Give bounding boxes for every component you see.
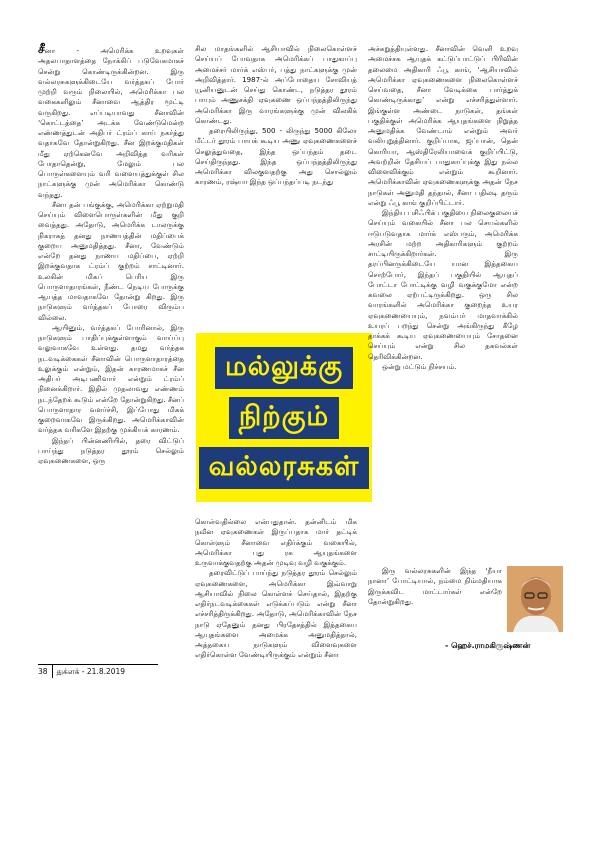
paragraph-7: கொள்வதில்லை என்பதுதான். தன்னிடம் மிக நவீன ஏவுகணைகள் இருப்பதாக மார் தட்டிக் கொள்ளும் சீனாவை எதிர்க்கும் வகையில், அமெரிக்கா புது ரக ஆயுதங்களை உருவாக்குவதற்கு அதன் முடிவு வழி வகுக்கும். — [195, 517, 357, 567]
dropcap: சீ — [38, 42, 45, 56]
paragraph-5: சில மாதங்களில் ஆசியாவில் நிலைகொள்ளச் செய்யப் போவதாக அமெரிக்கப் பாதுகாப்பு அமைச்சர் மார்க் எஸ்பர், பத்து நாட்களுக்கு முன் அறிவித்தார். 1987-ல் அப்போதைய சோவியத் யூனியனுடன் செய்து கொண்ட, நடுத்தர தூரம் பாயும் அணுசக்தி ஏவுகணை ஒப்பந்தத்திலிருந்து அமெரிக்கா இரு வாரங்களுக்கு முன் விலகிக் கொண்டது. — [195, 44, 357, 125]
headline-line-1: மல்லுக்கு — [215, 347, 353, 389]
paragraph-4: இந்தப் பின்னணியில், தரை விட்டுப் பாய்ந்து நடுத்தர தூரம் செல்லும் ஏவுகணைகளை, ஒரு — [38, 435, 184, 465]
paragraph-1: சீனா - அமெரிக்க உறவுகள் அதலபாதாளத்தை நோக்கிப் படுவேகமாகச் சென்று கொண்டிருக்கின்றன. இரு வல்லரசுகளுக்கிடையே வர்த்தகப் போர் முற்றி வரும் நிலையில், அமெரிக்கா பல வகைகளிலும் சீனாவை ஆத்திர மூட்டி வருகிறது. எப்படியாவது சீனாவின் ‘கொட்டத்தை’ அடக்க வேண்டுமென்ற எண்ணத்துடன் அதிபர் ட்ரம்ப் காய் நகர்த்து வதாகவே தோன்றுகிறது. சீன இறக்குமதிகள் மீது ஏற்கெனவே அறிவித்த வரிகள் போதாதென்று, மேலும் பல பொருள்களையும் வரி வளையத்துக்குள் சில நாட்களுக்கு முன் அமெரிக்கா கொண்டு வந்தது. — [38, 42, 184, 199]
author-byline: - ஹெச்.ராமகிருஷ்ணன் — [445, 641, 531, 650]
article-column-1 — [38, 44, 184, 466]
article-column-2-top — [195, 44, 357, 188]
author-photo — [507, 566, 563, 632]
paragraph-11: ஒன்று மட்டும் நிச்சயம். — [382, 361, 457, 371]
paragraph-6: தரையிலிருந்து, 500 - லிருந்து 5000 கிலோ மீட்டர் தூரம் பாயக் கூடிய அணு ஏவுகணைகளைச் செலுத்துவதை, இந்த ஒப்பந்தம் தடை செய்திருந்தது. இந்த ஒப்பந்தத்திலிருந்து அமெரிக்கா விலகுவதற்கு அது சொல்லும் காரணம், ரஷ்யா இந்த ஒப்பந்தப்படி நடந்து — [195, 126, 357, 187]
headline-line-3: வல்லரசுகள் — [199, 447, 370, 489]
author-portrait-icon — [507, 566, 563, 632]
paragraph-12: இரு வல்லரசுகளின் இந்த ‘நீயா நானா’ போட்டியால், நம்மை நிம்மதியாக இருக்கவிட மாட்டார்கள் என்றே தோன்றுகிறது. — [368, 566, 502, 606]
article-column-3 — [368, 44, 518, 372]
publication-date: துக்ளக் - 21.8.2019 — [56, 667, 126, 676]
paragraph-2: சீனா தன் பங்குக்கு, அமெரிக்கா ஏற்றுமதி செய்யும் விளைபொருள்களின் மீது குறி வைத்தது. அதோடு, அமெரிக்க டாலருக்கு நிகராகத் தனது நாணயத்தின் மதிப்பைக் குறைய அனுமதித்தது. சீனா, வேண்டும் என்றே தனது நாணய மதிப்பை, ஏற்றி இறக்குவதாக ட்ரம்ப் குற்றம் சாட்டினார். உலகின் மிகப் பெரிய இரு பொருளாதாரங்கள், நீண்ட நெடிய போருக்கு ஆயத்த மாவதாகவே தோன்று கிறது. இரு நாடுகளும் வர்த்தகப் போரை விரும்ப வில்லை. — [38, 199, 184, 322]
headline-box — [196, 333, 372, 502]
paragraph-9: அச்சுறுத்தியுள்ளது. சீனாவின் வெளி உறவு அமைச்சக ஆயுதக் கட்டுப்பாட்டுப் பிரிவின் தலைமை அதிகாரி ஃபூ காங், ‘ஆசியாவில் அமெரிக்கா ஏவுகணைகளை நிலைகொள்ளச் செய்வதை, சீனா வேடிக்கை பார்த்துக் கொண்டிருக்காது’ என்று எச்சரித்துள்ளார். இங்குள்ள அண்டை நாடுகள், தங்கள் பகுதிக்குள் அமெரிக்க ஆயுதங்களை நிறுத்த அனுமதிக்க வேண்டாம் என்றும் அவர் வலியுறுத்தினார். குறிப்பாக, ஜப்பான், தென் கொரியா, ஆஸ்திரேலியாவைக் குறிப்பிட்டு, அவற்றின் தேசியப் பாதுகாப்புக்கு இது நல்ல விளைவிக்கும் என்றும் கூறினார். அமெரிக்காவின் ஏவுகணைகளுக்கு அதன் நேச நாடுகள் அனுமதி தந்தால், சீனா பதிலடி தரும் என்று ஃபூ காங் குறிப்பிட்டார். — [368, 44, 518, 207]
paragraph-3: ஆயினும், வர்த்தகப் போரினால், இரு நாடுகளும் பாதிப்புக்குள்ளாகும் வாய்ப்பு வலுவாகவே உள்ளது. தமது வர்த்தக நடவடிக்கைகள் சீனாவின் பொருளாதாரத்தை உலுக்கும் என்றும், இதன் காரணமாகச் சீன அதிபர் அடிபணிவார் என்றும் ட்ரம்ப் நினைக்கிறார். இதில் முதலாவது எண்ணம் நடந்தேறக் கூடும் என்றே தோன்றுகிறது. சீனப் பொருளாதார வளர்ச்சி, இப்போது மிகக் குறைவாகவே இருக்கிறது. அமெரிக்காவின் வர்த்தக வரிகளே இதற்கு முக்கியக் காரணம். — [38, 322, 184, 435]
page-number: 38 — [38, 665, 53, 678]
paragraph-8: தரைவிட்டுப் பாய்ந்து நடுத்தர தூரம் செல்லும் ஏவுகணைகளை, அமெரிக்கா இவ்வாறு ஆசியாவில் நிலை கொள்ளச் செய்தால், இதற்கு எதிர்நடவடிக்கைகள் எடுக்கப்படும் என்று சீனா எச்சரித்திருக்கிறது. அதோடு, அமெரிக்காவின் நேச நாடு ஏதேனும் தனது பிரதேசத்தில் இத்தகைய ஆயுதங்களை அமைக்க அனுமதித்தால், அத்தகைய நாடுகளும் விளைவுகளை எதிர்கொள்ள வேண்டியிருக்கும் என்றும் சீனா — [195, 568, 357, 660]
paragraph-10: இந்திய பசிஃபிக் பகுதியை நிலைகுலையச் செய்யும் வகையில் சீனா பல செயல்களில் ஈடுபடுவதாக மார்க் எஸ்பரும், அமெரிக்க அரசின் மற்ற அதிகாரிகளும் குற்றம் சாட்டியிருக்கிறார்கள். இரு தரப்பினருக்கிடையே யான இத்தகைய சொற்போர், இந்தப் பகுதியில் ஆயுதப் போட்டா போட்டிக்கு வழி வகுக்குமோ என்ற கவலை ஏற்பட்டிருக்கிறது. ஒரு சில வாரங்களில் அமெரிக்கா குறைந்த உயர ஏவுகணையையும், நவம்பர் மாதவாக்கில் உயரப் பறந்து சென்று அங்கிருந்து கீழே தாக்கக் கூடிய ஏவுகணையையும் சோதனை செய்யும் என்று சில தகவல்கள் தெரிவிக்கின்றன. — [368, 208, 518, 361]
article-column-2-bottom — [195, 517, 357, 661]
page-footer — [38, 664, 158, 678]
headline-line-2: நிற்கும் — [229, 397, 339, 439]
article-column-3-bottom — [368, 566, 502, 607]
